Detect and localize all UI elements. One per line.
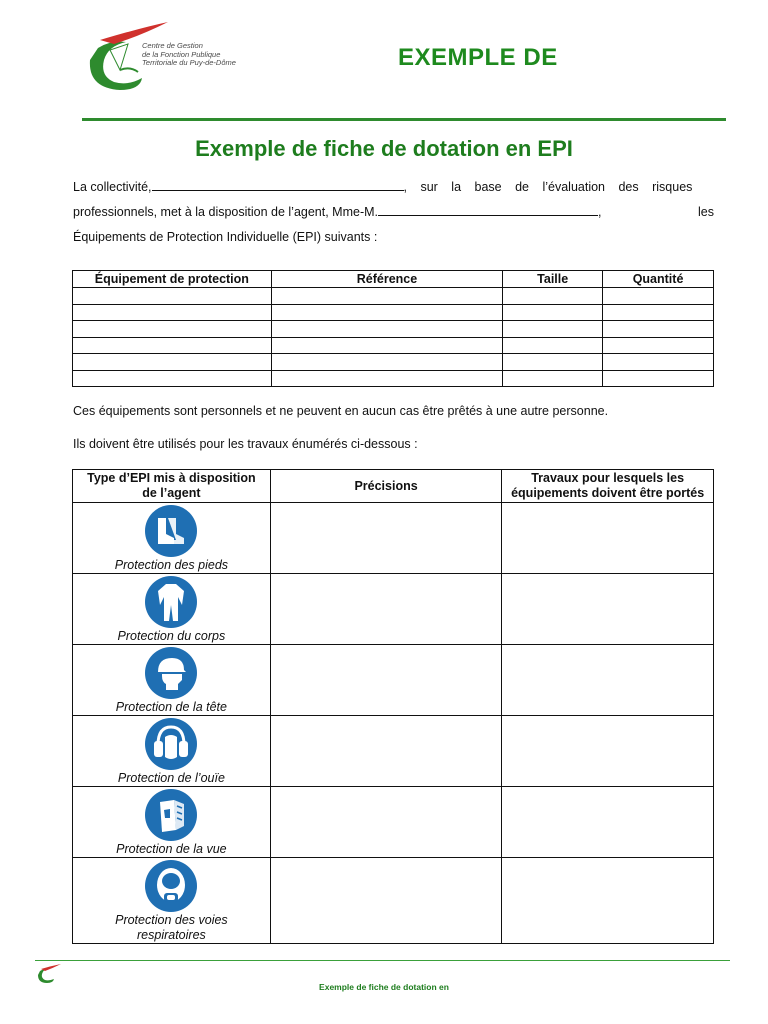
intro-line-1	[73, 180, 714, 194]
table-cell[interactable]	[73, 304, 272, 321]
travaux-cell[interactable]	[502, 503, 714, 574]
table-cell[interactable]	[603, 304, 714, 321]
epi-label: Protection des pieds	[114, 558, 229, 572]
logo-text	[142, 42, 236, 68]
table-cell[interactable]	[73, 354, 272, 371]
table-cell[interactable]	[271, 370, 503, 387]
personal-equipment-sentence: Ces équipements sont personnels et ne peuvent en aucun cas être prêtés à une autre personne.	[73, 404, 609, 418]
table-cell[interactable]	[603, 354, 714, 371]
epi-type-cell	[73, 716, 271, 787]
logo-line: Centre de Gestion	[142, 41, 203, 50]
intro-comma: ,	[598, 205, 602, 219]
table-header-row	[73, 271, 714, 288]
table-cell[interactable]	[73, 321, 272, 338]
footer-text: Exemple de fiche de dotation en	[319, 982, 449, 992]
epi-type-cell	[73, 787, 271, 858]
epi-type-cell	[73, 858, 271, 944]
intro-line-2	[73, 205, 714, 219]
ear-protection-icon	[144, 717, 198, 771]
document-title-text: Exemple de fiche de dotation en EPI	[195, 136, 573, 161]
travaux-cell[interactable]	[502, 645, 714, 716]
epi-label: Protection du corps	[117, 629, 226, 643]
table-cell[interactable]	[503, 337, 603, 354]
logo-line: Territoriale du Puy-de-Dôme	[142, 58, 236, 67]
table-cell[interactable]	[271, 321, 503, 338]
epi-icon-wrap	[73, 574, 270, 644]
table-cell[interactable]	[73, 288, 272, 305]
epi-icon-wrap	[73, 858, 270, 943]
intro-text	[73, 205, 602, 219]
agent-name-blank[interactable]	[378, 205, 598, 216]
coverall-icon	[144, 575, 198, 629]
intro-text	[73, 180, 692, 194]
table-row	[73, 858, 714, 944]
col-header-travaux: Travaux pour lesquels les équipements doivent être portés	[502, 470, 714, 503]
table-cell[interactable]	[271, 288, 503, 305]
intro-line-3: Équipements de Protection Individuelle (EPI) suivants :	[73, 230, 378, 244]
footer-divider	[35, 960, 730, 961]
collectivite-blank[interactable]	[152, 180, 404, 191]
table-cell[interactable]	[503, 304, 603, 321]
col-header-precisions: Précisions	[270, 470, 502, 503]
col-header-quantite: Quantité	[603, 271, 714, 288]
epi-label: Protection de l’ouïe	[117, 771, 225, 785]
travaux-cell[interactable]	[502, 787, 714, 858]
table-cell[interactable]	[271, 354, 503, 371]
epi-icon-wrap	[73, 503, 270, 573]
table-cell[interactable]	[603, 370, 714, 387]
respirator-icon	[144, 859, 198, 913]
table-row	[73, 716, 714, 787]
table-row	[73, 321, 714, 338]
precisions-cell[interactable]	[270, 645, 502, 716]
table-cell[interactable]	[73, 370, 272, 387]
face-shield-icon	[144, 788, 198, 842]
equipment-table	[72, 270, 714, 387]
precisions-cell[interactable]	[270, 858, 502, 944]
header-title: EXEMPLE DE	[398, 44, 558, 71]
col-header-reference: Référence	[271, 271, 503, 288]
precisions-cell[interactable]	[270, 716, 502, 787]
table-row	[73, 354, 714, 371]
epi-label: Protection de la tête	[115, 700, 227, 714]
table-row	[73, 645, 714, 716]
table-cell[interactable]	[503, 370, 603, 387]
table-row	[73, 288, 714, 305]
table-cell[interactable]	[603, 337, 714, 354]
table-row	[73, 304, 714, 321]
table-row	[73, 337, 714, 354]
epi-icon-wrap	[73, 645, 270, 715]
usage-sentence: Ils doivent être utilisés pour les travaux énumérés ci-dessous :	[73, 437, 418, 451]
document-title	[0, 136, 768, 162]
table-row	[73, 574, 714, 645]
intro-professionnels: professionnels, met à la disposition de l’agent, Mme-M.	[73, 205, 379, 219]
table-cell[interactable]	[73, 337, 272, 354]
col-header-equipement: Équipement de protection	[73, 271, 272, 288]
epi-type-cell	[73, 645, 271, 716]
table-cell[interactable]	[271, 337, 503, 354]
travaux-cell[interactable]	[502, 574, 714, 645]
col-header-type-epi: Type d’EPI mis à disposition de l’agent	[73, 470, 271, 503]
precisions-cell[interactable]	[270, 503, 502, 574]
intro-les: les	[698, 205, 714, 219]
logo-line: de la Fonction Publique	[142, 49, 221, 59]
epi-type-cell	[73, 574, 271, 645]
intro-sur-la-base: , sur la base de l’évaluation des risques	[403, 180, 693, 194]
table-cell[interactable]	[271, 304, 503, 321]
boots-icon	[144, 504, 198, 558]
table-cell[interactable]	[603, 288, 714, 305]
table-cell[interactable]	[503, 354, 603, 371]
table-row	[73, 370, 714, 387]
epi-label: Protection de la vue	[116, 842, 227, 856]
table-cell[interactable]	[603, 321, 714, 338]
helmet-icon	[144, 646, 198, 700]
epi-usage-table	[72, 469, 714, 944]
table-header-row	[73, 470, 714, 503]
epi-type-cell	[73, 503, 271, 574]
col-header-taille: Taille	[503, 271, 603, 288]
header-divider	[82, 118, 726, 121]
travaux-cell[interactable]	[502, 716, 714, 787]
table-row	[73, 787, 714, 858]
table-row	[73, 503, 714, 574]
precisions-cell[interactable]	[270, 574, 502, 645]
travaux-cell[interactable]	[502, 858, 714, 944]
table-cell[interactable]	[503, 288, 603, 305]
epi-icon-wrap	[73, 787, 270, 857]
epi-icon-wrap	[73, 716, 270, 786]
intro-collectivite: La collectivité,	[73, 180, 152, 194]
table-cell[interactable]	[503, 321, 603, 338]
precisions-cell[interactable]	[270, 787, 502, 858]
epi-label: Protection des voies respiratoires	[115, 913, 228, 942]
